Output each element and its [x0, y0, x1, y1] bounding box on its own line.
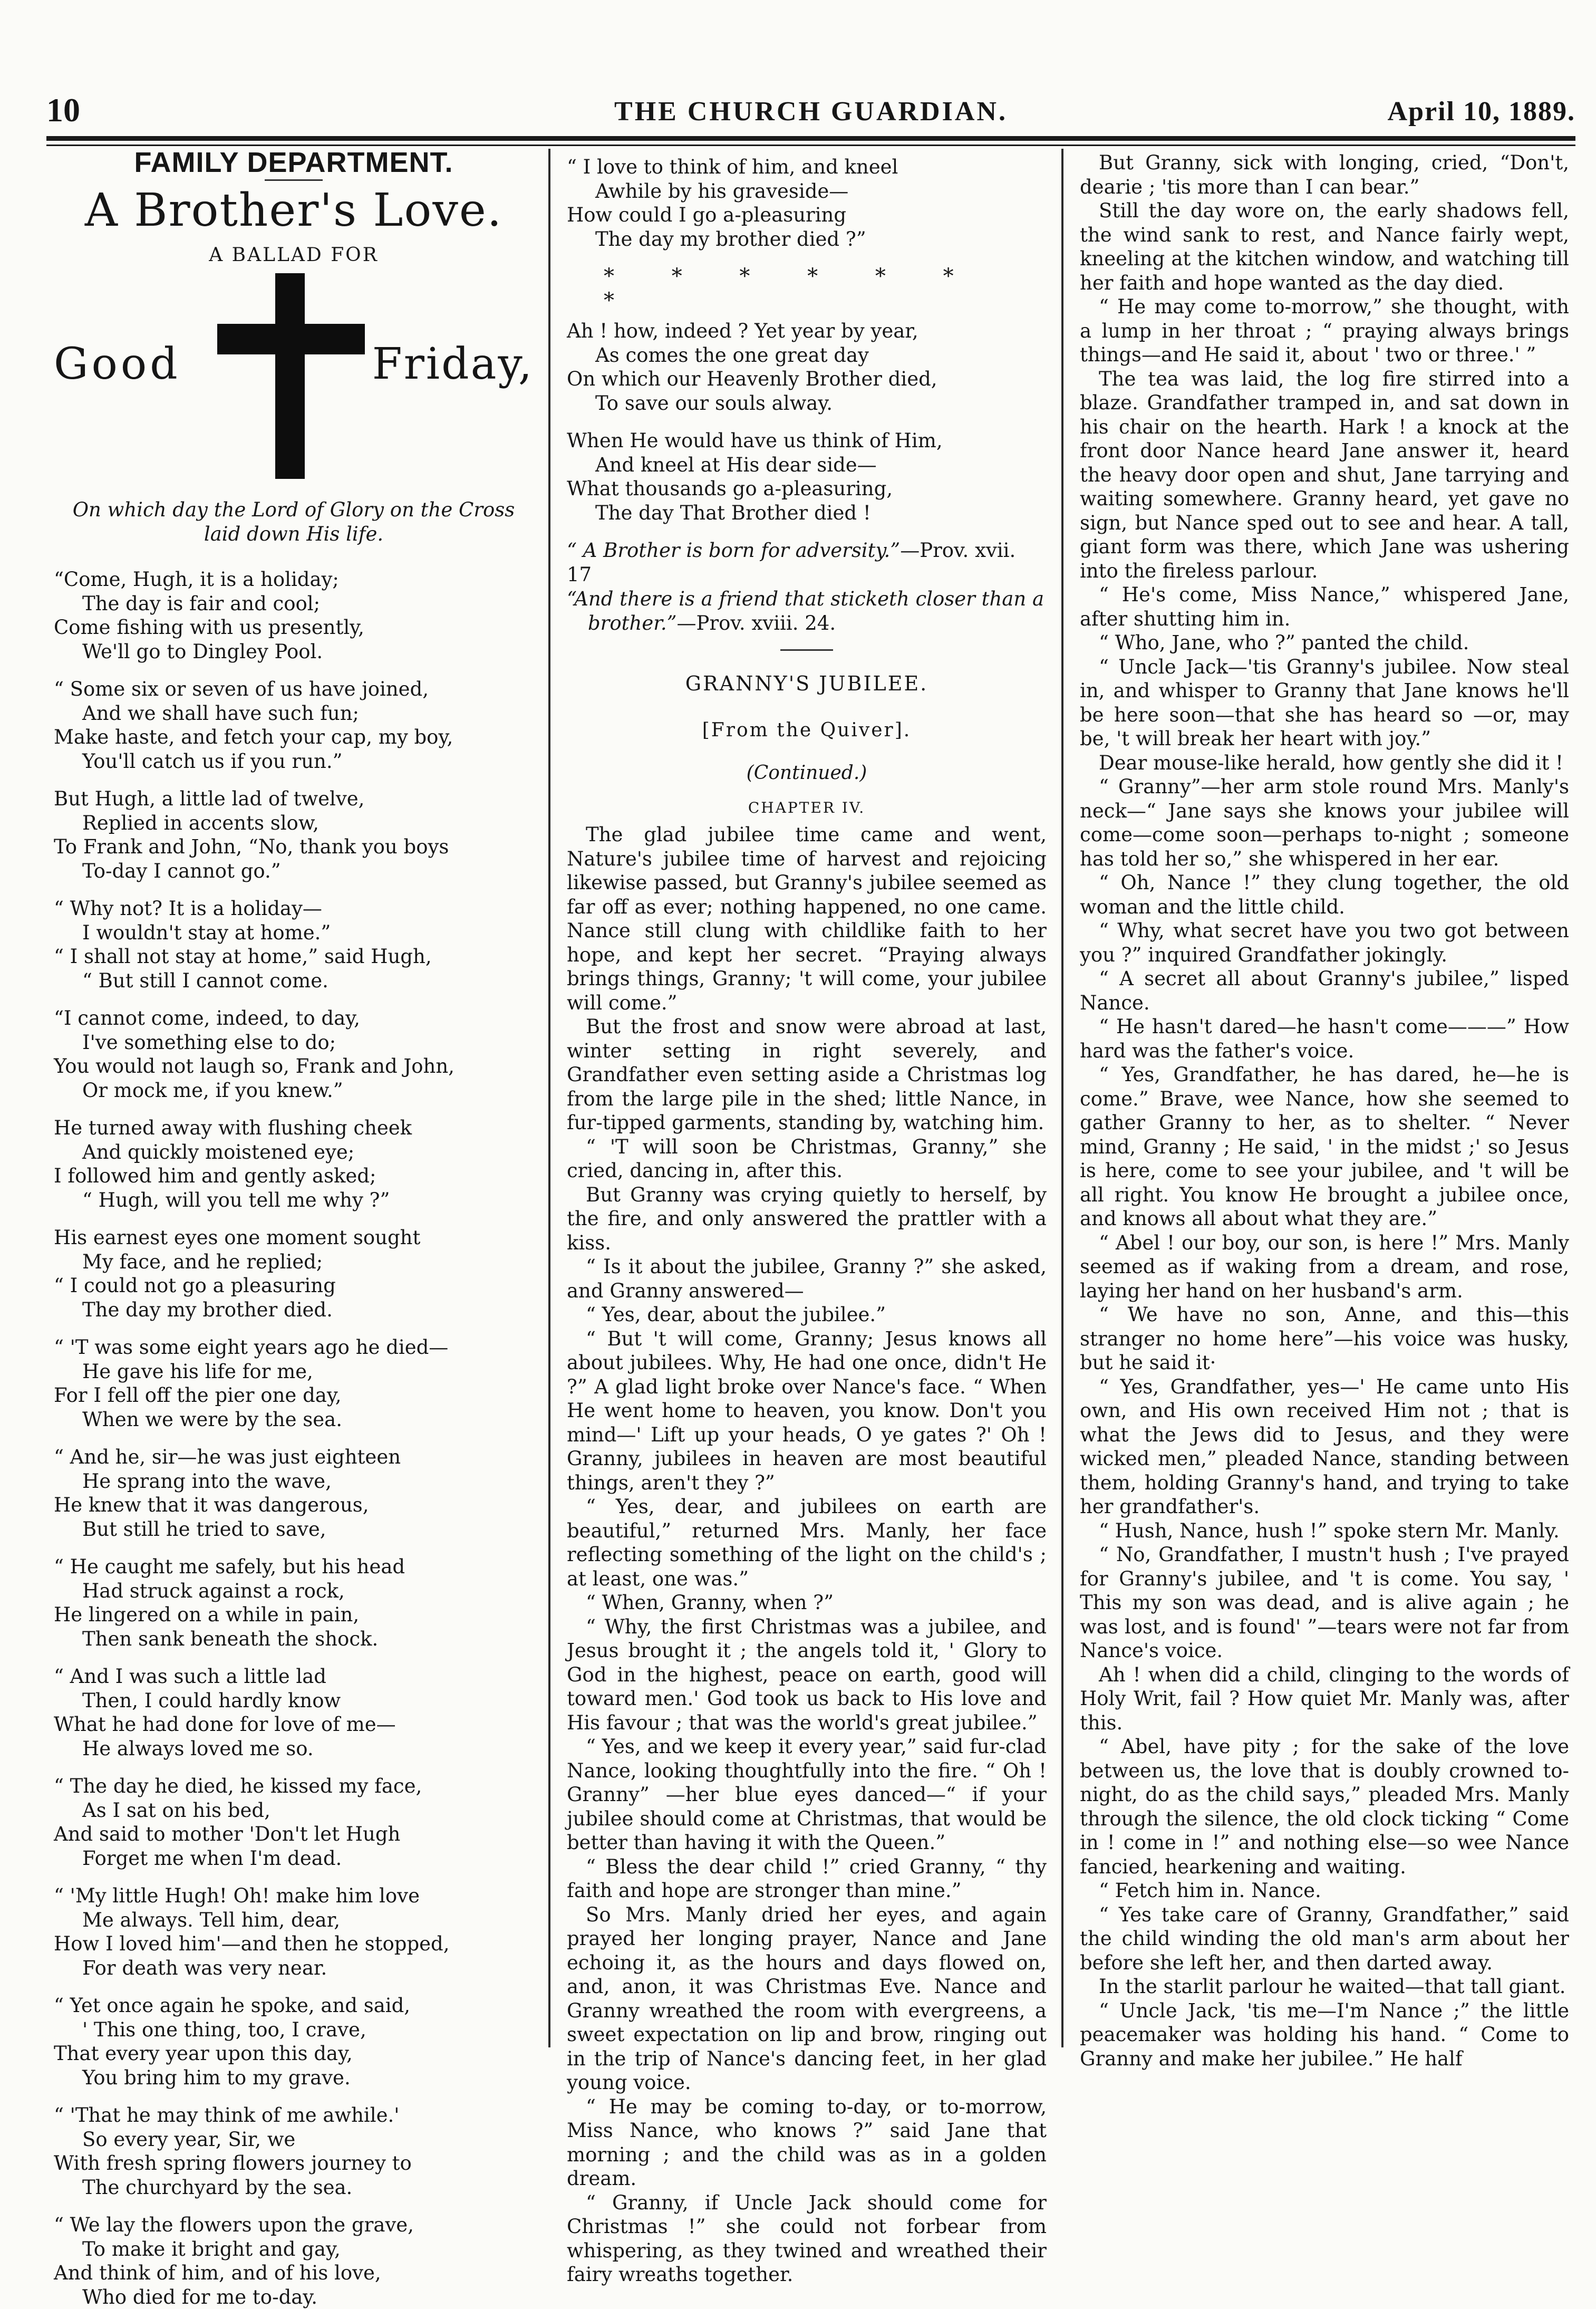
verse-line: My face, and he replied;: [54, 1250, 534, 1274]
paragraph: The glad jubilee time came and went, Nature's jubilee time of harvest and rejoicing likewise passed, but Granny's jubilee seemed as far off as ever; nothing happened, no one came. Nance still clung with childlike faith to her hope, and kept her secret. “Praying always brings things, Granny; 't will come, your jubilee will come.”: [567, 823, 1047, 1015]
verse-line: To-day I cannot go.”: [54, 859, 534, 883]
verse-line: “ Yet once again he spoke, and said,: [54, 1994, 534, 2018]
section-stars: * * * * * * *: [567, 265, 1047, 313]
paragraph: “ He may be coming to-day, or to-morrow, Miss Nance, who knows ?” said Jane that morning ; and the child was as in a golden dream.: [567, 2095, 1047, 2191]
verse-line: “Come, Hugh, it is a holiday;: [54, 567, 534, 592]
verse-line: He turned away with flushing cheek: [54, 1116, 534, 1140]
verse-line: Then, I could hardly know: [54, 1689, 534, 1713]
column-2: [567, 146, 1047, 2071]
verse-line: “ 'That he may think of me awhile.': [54, 2103, 534, 2128]
paragraph: “ But 't will come, Granny; Jesus knows all about jubilees. Why, He had one once, didn't He ?” A glad light broke over Nance's face. “ When He went home to heaven, you know. Don't you mind—' Lift up your heads, O ye gates ?' Oh ! Granny, jubilees in heaven are most beautiful things, aren't they ?”: [567, 1327, 1047, 1495]
stanza: [567, 319, 1047, 415]
verse-line: You'll catch us if you run.”: [54, 749, 534, 774]
verse-line: “ He caught me safely, but his head: [54, 1555, 534, 1579]
verse-line: Or mock me, if you knew.”: [54, 1079, 534, 1103]
verse-line: ' This one thing, too, I crave,: [54, 2018, 534, 2042]
paragraph: “ Uncle Jack, 'tis me—I'm Nance ;” the little peacemaker was holding his hand. “ Come to Granny and make her jubilee.” He half: [1080, 1999, 1569, 2071]
poem-body: [54, 567, 534, 2309]
verse-line: Forget me when I'm dead.: [54, 1846, 534, 1871]
paragraph: “ Yes take care of Granny, Grandfather,” said the child winding the old man's arm about her before she left her, and then darted away.: [1080, 1903, 1569, 1975]
verse-line: And think of him, and of his love,: [54, 2261, 534, 2285]
dedication: On which day the Lord of Glory on the Cross laid down His life.: [59, 498, 528, 546]
story-title: GRANNY'S JUBILEE.: [567, 672, 1047, 696]
verse-line: “ The day he died, he kissed my face,: [54, 1774, 534, 1798]
paragraph: “ A secret all about Granny's jubilee,” lisped Nance.: [1080, 967, 1569, 1015]
verse-line: You bring him to my grave.: [54, 2066, 534, 2090]
stanza: [54, 1555, 534, 1651]
verse-line: “ We lay the flowers upon the grave,: [54, 2213, 534, 2237]
verse-line: For I fell off the pier one day,: [54, 1383, 534, 1408]
verse-line: The day my brother died ?”: [567, 227, 1047, 252]
short-rule: [780, 649, 833, 651]
verse-line: And quickly moistened eye;: [54, 1140, 534, 1165]
stanza: [54, 2103, 534, 2199]
paragraph: “ Why, what secret have you two got between you ?” inquired Grandfather jokingly.: [1080, 919, 1569, 967]
stanza: [54, 2213, 534, 2309]
verse-line: As comes the one great day: [567, 343, 1047, 368]
paragraph: In the starlit parlour he waited—that tall giant.: [1080, 1975, 1569, 1999]
verse-line: “I cannot come, indeed, to day,: [54, 1006, 534, 1031]
paragraph: But Granny was crying quietly to herself, by the fire, and only answered the prattler with a kiss.: [567, 1183, 1047, 1255]
masthead: [46, 89, 1575, 132]
verse-line: But Hugh, a little lad of twelve,: [54, 787, 534, 811]
story-body-continued: [1080, 151, 1569, 2071]
verse-line: Come fishing with us presently,: [54, 615, 534, 640]
paragraph: “ 'T will soon be Christmas, Granny,” she cried, dancing in, after this.: [567, 1135, 1047, 1183]
paragraph: “ He may come to-morrow,” she thought, with a lump in her throat ; “ praying always brings things—and He said it, about ' two or three.' ”: [1080, 295, 1569, 367]
verse-line: What thousands go a-pleasuring,: [567, 477, 1047, 501]
verse-line: When He would have us think of Him,: [567, 429, 1047, 453]
stanza: [54, 1445, 534, 1541]
verse-line: For death was very near.: [54, 1956, 534, 1980]
header-rule-thick: [46, 136, 1575, 141]
proverb-reference: —Prov. xviii. 24.: [677, 612, 836, 634]
verse-line: “ And he, sir—he was just eighteen: [54, 1445, 534, 1469]
verse-line: But still he tried to save,: [54, 1517, 534, 1542]
chapter-heading: CHAPTER IV.: [567, 796, 1047, 820]
paragraph: “ He's come, Miss Nance,” whispered Jane, after shutting him in.: [1080, 583, 1569, 631]
cross-icon: [275, 273, 305, 479]
verse-line: And said to mother 'Don't let Hugh: [54, 1822, 534, 1846]
verse-line: How I loved him'—and then he stopped,: [54, 1932, 534, 1956]
paragraph: “ Yes, Grandfather, he has dared, he—he is come.” Brave, wee Nance, how she seemed to gather Granny to her, as to shelter. “ Never mind, Granny ; He said, ' in the midst ;' so Jesus is here, come to see your jubilee, and 't will be all right. You know He brought a jubilee once, and knows all about what they are.”: [1080, 1063, 1569, 1231]
paragraph: “ No, Grandfather, I mustn't hush ; I've prayed for Granny's jubilee, and 't is come. You say, ' This my son was dead, and is alive again ; he was lost, and is found' ”—tears were not far from Nance's voice.: [1080, 1543, 1569, 1663]
paragraph: But Granny, sick with longing, cried, “Don't, dearie ; 'tis more than I can bear.”: [1080, 151, 1569, 199]
paragraph: Ah ! when did a child, clinging to the words of Holy Writ, fail ? How quiet Mr. Manly was, after this.: [1080, 1663, 1569, 1735]
paragraph: So Mrs. Manly dried her eyes, and again prayed her longing prayer, Nance and Jane echoing it, as the hours and days flowed on, and, anon, it was Christmas Eve. Nance and Granny wreathed the room with evergreens, a sweet expectation on lip and brow, ringing out in the trip of Nance's dancing feet, in her glad young voice.: [567, 1903, 1047, 2095]
paragraph: “ Abel ! our boy, our son, is here !” Mrs. Manly seemed as if waking from a dream, and rose, laying her hand on her husband's arm.: [1080, 1231, 1569, 1303]
proverb-18: [567, 587, 1047, 636]
paragraph: “ Yes, and we keep it every year,” said fur-clad Nance, looking thoughtfully into the fire. “ Oh ! Granny” —her blue eyes danced—“ if your jubilee should come at Christmas, that would be better than having it with the Queen.”: [567, 1735, 1047, 1855]
department-heading: FAMILY DEPARTMENT.: [54, 151, 534, 175]
verse-line: The day is fair and cool;: [54, 592, 534, 616]
paragraph: “ Yes, dear, and jubilees on earth are beautiful,” returned Mrs. Manly, her face reflecting something of the light on the child's ; at least, one was.”: [567, 1495, 1047, 1591]
poem-title: A Brother's Love.: [54, 184, 534, 237]
verse-line: He lingered on a while in pain,: [54, 1603, 534, 1627]
friday-word: Friday,: [372, 352, 534, 377]
verse-line: Make haste, and fetch your cap, my boy,: [54, 725, 534, 749]
stanza: [54, 1006, 534, 1102]
cross-emblem: [54, 273, 534, 479]
paragraph: “ He hasn't dared—he hasn't come———” How hard was the father's voice.: [1080, 1015, 1569, 1063]
paragraph: “ Hush, Nance, hush !” spoke stern Mr. Manly.: [1080, 1519, 1569, 1543]
paragraph: “ When, Granny, when ?”: [567, 1591, 1047, 1615]
verse-line: Replied in accents slow,: [54, 811, 534, 835]
paragraph: “ Fetch him in. Nance.: [1080, 1879, 1569, 1903]
verse-line: So every year, Sir, we: [54, 2128, 534, 2152]
verse-line: He gave his life for me,: [54, 1360, 534, 1384]
story-source: [From the Quiver].: [567, 718, 1047, 743]
poem-subtitle: A BALLAD FOR: [54, 243, 534, 267]
verse-line: Me always. Tell him, dear,: [54, 1908, 534, 1932]
column-3: [1080, 146, 1569, 2071]
verse-line: “ Some six or seven of us have joined,: [54, 677, 534, 701]
paragraph: “ Granny”—her arm stole round Mrs. Manly's neck—“ Jane says she knows your jubilee will come—come soon—perhaps to-night ; someone has told her so,” she whispered in her ear.: [1080, 775, 1569, 871]
stanza: [54, 1226, 534, 1322]
verse-line: That every year upon this day,: [54, 2042, 534, 2066]
verse-line: Had struck against a rock,: [54, 1579, 534, 1603]
verse-line: “ But still I cannot come.: [54, 969, 534, 993]
proverb-text: “ A Brother is born for adversity.”: [567, 539, 900, 562]
paragraph: “ Who, Jane, who ?” panted the child.: [1080, 631, 1569, 655]
paragraph: “ Abel, have pity ; for the sake of the love between us, the love that is doubly crowned to-night, do as the child says,” pleaded Mrs. Manly through the silence, the old clock ticking “ Come in ! come in !” and nothing else—so wee Nance fancied, hearkening and waiting.: [1080, 1735, 1569, 1879]
paragraph: “ Is it about the jubilee, Granny ?” she asked, and Granny answered—: [567, 1255, 1047, 1303]
paragraph: “ Why, the first Christmas was a jubilee, and Jesus brought it ; the angels told it, ' Glory to God in the highest, peace on earth, good will toward men.' God took us back to His love and His favour ; that was the world's great jubilee.”: [567, 1615, 1047, 1735]
verse-line: “ I love to think of him, and kneel: [567, 155, 1047, 179]
stanza: [54, 1884, 534, 1980]
verse-line: He always loved me so.: [54, 1737, 534, 1761]
story-body: [567, 823, 1047, 2287]
paragraph: The tea was laid, the log fire stirred into a blaze. Grandfather tramped in, and sat down in his chair on the hearth. Hark ! a knock at the front door Nance heard Jane answer it, heard the heavy door open and shut, Jane tarrying and waiting somewhere. Granny heard, yet gave no sign, but Nance sped out to see and hear. A tall, giant form was there, which Jane was ushering into the fireless parlour.: [1080, 367, 1569, 583]
verse-line: I wouldn't stay at home.”: [54, 921, 534, 945]
verse-line: As I sat on his bed,: [54, 1798, 534, 1823]
stanza: [54, 1665, 534, 1760]
verse-line: What he had done for love of me—: [54, 1712, 534, 1737]
verse-line: “ 'T was some eight years ago he died—: [54, 1335, 534, 1360]
verse-line: I followed him and gently asked;: [54, 1164, 534, 1188]
paragraph: Still the day wore on, the early shadows fell, the wind sank to rest, and Nance fairly wept, kneeling at the kitchen window, and watching till her faith and hope wanted as the day died.: [1080, 199, 1569, 295]
verse-line: Who died for me to-day.: [54, 2285, 534, 2309]
verse-line: On which our Heavenly Brother died,: [567, 367, 1047, 391]
good-word: Good: [54, 352, 181, 377]
verse-line: “ I could not go a pleasuring: [54, 1274, 534, 1298]
verse-line: How could I go a-pleasuring: [567, 203, 1047, 227]
page-number: 10: [46, 91, 80, 130]
paragraph: “ Bless the dear child !” cried Granny, “ thy faith and hope are stronger than mine.”: [567, 1855, 1047, 1903]
continued-note: (Continued.): [567, 761, 1047, 785]
stanza: [54, 787, 534, 883]
verse-line: To make it bright and gay,: [54, 2237, 534, 2262]
proverb-text: “And there is a friend that sticketh closer than a brother.”: [567, 588, 1044, 634]
newspaper-title: THE CHURCH GUARDIAN.: [46, 96, 1575, 127]
verse-line: And kneel at His dear side—: [567, 453, 1047, 477]
paragraph: “ We have no son, Anne, and this—this stranger no home here”—his voice was husky, but he said it·: [1080, 1303, 1569, 1375]
paragraph: “ Oh, Nance !” they clung together, the old woman and the little child.: [1080, 871, 1569, 919]
verse-line: The day That Brother died !: [567, 501, 1047, 525]
paragraph: “ Yes, Grandfather, yes—' He came unto His own, and His own received Him not ; that is what the Jews did to Jesus, and they were wicked men,” pleaded Nance, standing between them, holding Granny's hand, and trying to take her grandfather's.: [1080, 1375, 1569, 1519]
verse-line: Awhile by his graveside—: [567, 179, 1047, 204]
verse-line: He sprang into the wave,: [54, 1469, 534, 1494]
verse-line: We'll go to Dingley Pool.: [54, 640, 534, 664]
column-divider: [1061, 149, 1063, 2047]
stanza: [54, 1994, 534, 2090]
column-divider: [548, 149, 550, 2047]
verse-line: When we were by the sea.: [54, 1408, 534, 1432]
poem-ending: [567, 319, 1047, 525]
verse-line: “ I shall not stay at home,” said Hugh,: [54, 945, 534, 969]
verse-line: The churchyard by the sea.: [54, 2176, 534, 2200]
stanza: [54, 1116, 534, 1212]
proverb-17: [567, 538, 1047, 587]
verse-line: With fresh spring flowers journey to: [54, 2151, 534, 2176]
stanza: [567, 429, 1047, 525]
stanza: [54, 1335, 534, 1431]
verse-line: He knew that it was dangerous,: [54, 1493, 534, 1517]
column-1: [54, 146, 534, 2071]
verse-line: And we shall have such fun;: [54, 701, 534, 726]
stanza: [54, 677, 534, 773]
verse-line: His earnest eyes one moment sought: [54, 1226, 534, 1250]
verse-line: Ah ! how, indeed ? Yet year by year,: [567, 319, 1047, 343]
verse-line: I've something else to do;: [54, 1031, 534, 1055]
stanza: [54, 567, 534, 663]
verse-line: You would not laugh so, Frank and John,: [54, 1054, 534, 1079]
poem-continued: [567, 155, 1047, 251]
paragraph: But the frost and snow were abroad at last, winter setting in right severely, and Grandfather even setting aside a Christmas log from the large pile in the shed; little Nance, in fur-tipped garments, standing by, watching him.: [567, 1015, 1047, 1135]
stanza: [567, 155, 1047, 251]
verse-line: “ And I was such a little lad: [54, 1665, 534, 1689]
verse-line: The day my brother died.: [54, 1298, 534, 1322]
issue-date: April 10, 1889.: [1388, 96, 1575, 127]
stanza: [54, 1774, 534, 1870]
cross-bar: [217, 324, 365, 354]
stanza: [54, 897, 534, 993]
verse-line: “ 'My little Hugh! Oh! make him love: [54, 1884, 534, 1908]
paragraph: “ Uncle Jack—'tis Granny's jubilee. Now steal in, and whisper to Granny that Jane knows he'll be here soon—that she has heard so —or, may be, 't will break her heart with joy.”: [1080, 655, 1569, 751]
verse-line: To save our souls alway.: [567, 391, 1047, 416]
verse-line: Then sank beneath the shock.: [54, 1627, 534, 1651]
short-rule: [265, 179, 323, 181]
paragraph: “ Yes, dear, about the jubilee.”: [567, 1303, 1047, 1327]
verse-line: “ Why not? It is a holiday—: [54, 897, 534, 921]
paragraph: “ Granny, if Uncle Jack should come for Christmas !” she could not forbear from whispering, as they twined and wreathed their fairy wreaths together.: [567, 2191, 1047, 2287]
proverb-reference: —Prov. xvii. 17: [567, 539, 1015, 586]
paragraph: Dear mouse-like herald, how gently she did it !: [1080, 751, 1569, 775]
verse-line: “ Hugh, will you tell me why ?”: [54, 1188, 534, 1213]
verse-line: To Frank and John, “No, thank you boys: [54, 835, 534, 859]
